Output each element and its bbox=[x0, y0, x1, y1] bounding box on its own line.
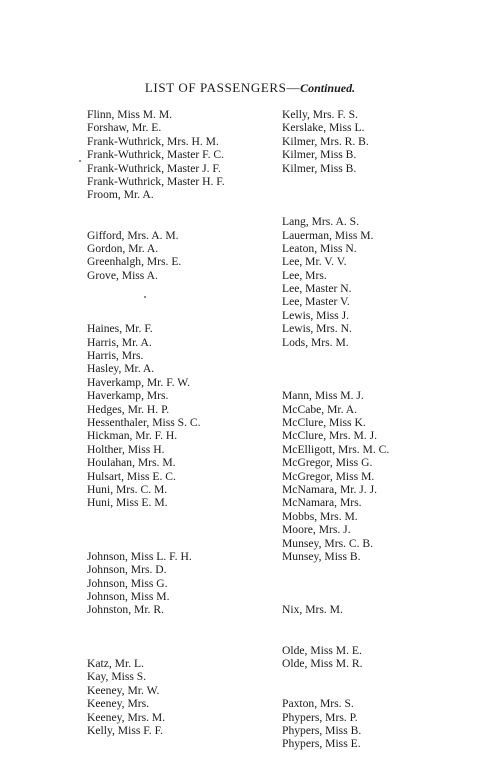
passenger-entry: Hasley, Mr. A. bbox=[87, 362, 155, 376]
passenger-column-left bbox=[87, 108, 225, 737]
passenger-entry: Mobbs, Mrs. M. bbox=[282, 509, 358, 523]
passenger-entry: Keeney, Mrs. M. bbox=[87, 710, 166, 724]
passenger-entry: Lee, Mr. V. V. bbox=[282, 255, 347, 269]
print-speck bbox=[144, 296, 146, 298]
passenger-entry: Lee, Master V. bbox=[282, 295, 350, 309]
passenger-entry: Kay, Miss S. bbox=[87, 670, 147, 684]
section-spacer bbox=[87, 523, 225, 536]
passenger-entry: Olde, Miss M. R. bbox=[282, 657, 363, 671]
section-spacer bbox=[87, 617, 225, 630]
section-spacer bbox=[87, 630, 225, 643]
section-spacer bbox=[87, 282, 225, 295]
section-spacer bbox=[282, 188, 389, 201]
passenger-entry: Keeney, Mr. W. bbox=[87, 683, 160, 697]
passenger-entry: Harris, Mrs. bbox=[87, 349, 144, 363]
passenger-entry: McGregor, Miss G. bbox=[282, 456, 373, 470]
passenger-entry: Johnson, Miss L. F. H. bbox=[87, 549, 192, 563]
passenger-entry: Lee, Mrs. bbox=[282, 268, 327, 282]
section-spacer bbox=[282, 684, 389, 697]
passenger-entry: Harris, Mr. A. bbox=[87, 335, 152, 349]
passenger-entry: Hulsart, Miss E. C. bbox=[87, 469, 176, 483]
passenger-entry: Johnson, Mrs. D. bbox=[87, 563, 167, 577]
passenger-entry: Johnston, Mr. R. bbox=[87, 603, 164, 617]
section-spacer bbox=[282, 175, 389, 188]
passenger-entry: Gifford, Mrs. A. M. bbox=[87, 228, 179, 242]
passenger-entry: Holther, Miss H. bbox=[87, 442, 165, 456]
passenger-entry: Katz, Mr. L. bbox=[87, 657, 144, 671]
passenger-entry: Phypers, Miss B. bbox=[282, 723, 362, 737]
passenger-entry: Lewis, Miss J. bbox=[282, 308, 349, 322]
passenger-entry: Kilmer, Miss B. bbox=[282, 161, 357, 175]
passenger-entry: Keeney, Mrs. bbox=[87, 697, 150, 711]
section-spacer bbox=[282, 630, 389, 643]
page-title bbox=[0, 80, 500, 96]
passenger-entry: Moore, Mrs. J. bbox=[282, 523, 351, 537]
section-spacer bbox=[282, 349, 389, 362]
section-spacer bbox=[87, 537, 225, 550]
section-spacer bbox=[282, 670, 389, 683]
passenger-entry: Forshaw, Mr. E. bbox=[87, 121, 162, 135]
section-spacer bbox=[282, 617, 389, 630]
passenger-entry: Haverkamp, Mrs. bbox=[87, 389, 169, 403]
passenger-entry: Frank-Wuthrick, Master F. C. bbox=[87, 148, 225, 162]
passenger-entry: Lee, Master N. bbox=[282, 282, 352, 296]
passenger-entry: Haines, Mr. F. bbox=[87, 322, 153, 336]
passenger-column-right bbox=[282, 108, 389, 751]
passenger-entry: McGregor, Miss M. bbox=[282, 469, 375, 483]
section-spacer bbox=[87, 202, 225, 215]
section-spacer bbox=[282, 202, 389, 215]
passenger-entry: Huni, Miss E. M. bbox=[87, 496, 168, 510]
passenger-entry: Phypers, Miss E. bbox=[282, 737, 361, 751]
passenger-entry: Munsey, Miss B. bbox=[282, 549, 361, 563]
passenger-entry: Frank-Wuthrick, Mrs. H. M. bbox=[87, 134, 219, 148]
passenger-entry: Hickman, Mr. F. H. bbox=[87, 429, 178, 443]
print-speck bbox=[79, 160, 81, 162]
passenger-entry: Johnson, Miss G. bbox=[87, 576, 168, 590]
passenger-entry: Hedges, Mr. H. P. bbox=[87, 402, 170, 416]
passenger-entry: Lang, Mrs. A. S. bbox=[282, 215, 359, 229]
section-spacer bbox=[282, 577, 389, 590]
passenger-entry: Phypers, Mrs. P. bbox=[282, 710, 358, 724]
passenger-entry: Houlahan, Mrs. M. bbox=[87, 456, 176, 470]
passenger-entry: Lauerman, Miss M. bbox=[282, 228, 374, 242]
section-spacer bbox=[282, 376, 389, 389]
passenger-entry: Kelly, Mrs. F. S. bbox=[282, 108, 358, 121]
title-continued: Continued. bbox=[300, 81, 356, 95]
section-spacer bbox=[87, 295, 225, 308]
passenger-entry: McClure, Miss K. bbox=[282, 415, 366, 429]
section-spacer bbox=[87, 215, 225, 228]
passenger-entry: Mann, Miss M. J. bbox=[282, 389, 364, 403]
passenger-entry: Lewis, Mrs. N. bbox=[282, 322, 352, 336]
passenger-entry: Huni, Mrs. C. M. bbox=[87, 482, 168, 496]
passenger-entry: Flinn, Miss M. M. bbox=[87, 108, 173, 121]
passenger-entry: Frank-Wuthrick, Master H. F. bbox=[87, 174, 225, 188]
passenger-entry: Kelly, Miss F. F. bbox=[87, 723, 163, 737]
section-spacer bbox=[282, 362, 389, 375]
passenger-entry: Kilmer, Miss B. bbox=[282, 148, 357, 162]
passenger-entry: McNamara, Mr. J. J. bbox=[282, 482, 377, 496]
passenger-entry: Haverkamp, Mr. F. W. bbox=[87, 375, 191, 389]
passenger-entry: Froom, Mr. A. bbox=[87, 188, 154, 202]
passenger-entry: Grove, Miss A. bbox=[87, 268, 158, 282]
passenger-entry: Kilmer, Mrs. R. B. bbox=[282, 134, 369, 148]
passenger-entry: Nix, Mrs. M. bbox=[282, 603, 343, 617]
section-spacer bbox=[282, 563, 389, 576]
passenger-entry: Munsey, Mrs. C. B. bbox=[282, 536, 374, 550]
passenger-entry: Lods, Mrs. M. bbox=[282, 335, 349, 349]
passenger-entry: Johnson, Miss M. bbox=[87, 590, 170, 604]
passenger-entry: Paxton, Mrs. S. bbox=[282, 697, 354, 711]
passenger-entry: Frank-Wuthrick, Master J. F. bbox=[87, 161, 221, 175]
passenger-entry: Greenhalgh, Mrs. E. bbox=[87, 255, 182, 269]
passenger-entry: McCabe, Mr. A. bbox=[282, 402, 358, 416]
section-spacer bbox=[282, 590, 389, 603]
section-spacer bbox=[87, 644, 225, 657]
passenger-entry: Hessenthaler, Miss S. C. bbox=[87, 415, 201, 429]
passenger-entry: Leaton, Miss N. bbox=[282, 241, 357, 255]
passenger-entry: Gordon, Mr. A. bbox=[87, 241, 159, 255]
passenger-entry: Kerslake, Miss L. bbox=[282, 121, 365, 135]
passenger-entry: McClure, Mrs. M. J. bbox=[282, 429, 378, 443]
passenger-entry: Olde, Miss M. E. bbox=[282, 643, 362, 657]
passenger-entry: McElligott, Mrs. M. C. bbox=[282, 442, 390, 456]
passenger-entry: McNamara, Mrs. bbox=[282, 496, 362, 510]
section-spacer bbox=[87, 510, 225, 523]
section-spacer bbox=[87, 309, 225, 322]
title-main: LIST OF PASSENGERS— bbox=[144, 80, 301, 95]
